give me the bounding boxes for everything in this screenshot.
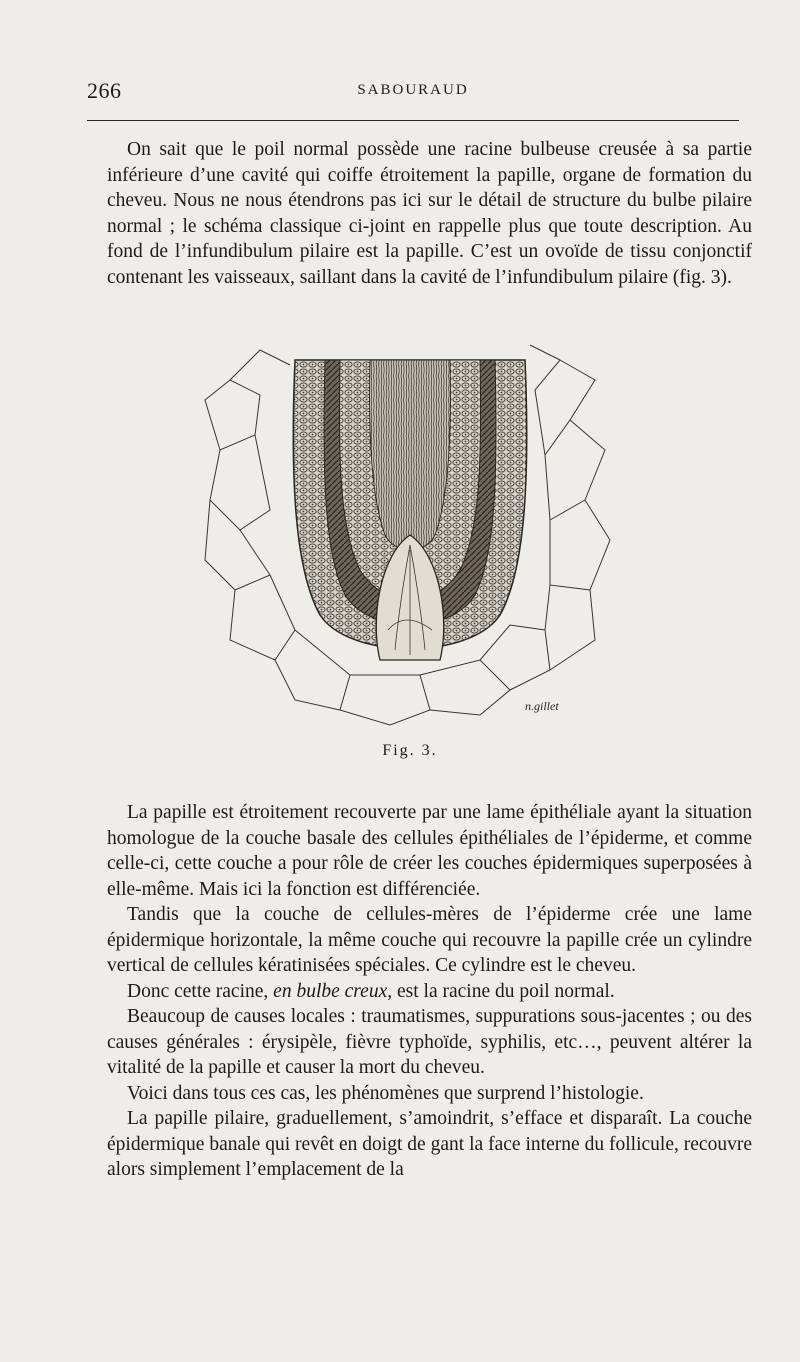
text-run: Donc cette racine, [127, 980, 274, 1002]
paragraph [107, 979, 752, 1005]
body-text-top [107, 137, 752, 290]
emphasis-text: en bulbe creux, [273, 980, 393, 1002]
paragraph: Voici dans tous ces cas, les phénomènes que surprend l’histologie. [127, 1082, 644, 1104]
running-head: SABOURAUD [357, 82, 469, 98]
paragraph: On sait que le poil normal possède une racine bulbeuse creusée à sa partie inférieure d’une cavité qui coiffe étroitement la papille, organe de formation du cheveu. Nous ne nous étendrons pas ici sur le détail de structure du bulbe pilaire normal ; le schéma classique ci-joint en rappelle plus que toute description. Au fond de l’infundibulum pilaire est la papille. C’est un ovoïde de tissu conjonctif contenant les vaisseaux, saillant dans la cavité de l’infundibulum pilaire (fig. 3). [107, 139, 752, 288]
body-text-bottom [107, 800, 752, 1183]
paragraph: La papille pilaire, graduellement, s’amoindrit, s’efface et disparaît. La couche épidermique banale qui revêt en doigt de gant la face interne du follicule, recouvre alors simplement l’emplacement de la [107, 1108, 752, 1180]
paragraph: Beaucoup de causes locales : traumatismes, suppurations sous-jacentes ; ou des causes générales : érysipèle, fièvre typhoïde, syphilis, etc…, peuvent altérer la vitalité de la papille et causer la mort du cheveu. [107, 1006, 752, 1078]
engraver-signature: n.gillet [525, 699, 559, 713]
page-number: 266 [87, 78, 122, 103]
hair-bulb-illustration [200, 340, 620, 730]
paragraph: Tandis que la couche de cellules-mères de l’épiderme crée une lame épidermique horizontale, la même couche qui recouvre la papille crée un cylindre vertical de cellules kératinisées spéciales. Ce cylindre est le cheveu. [107, 904, 752, 976]
header-rule [87, 120, 739, 121]
hair-bulb-engraving [200, 340, 620, 730]
figure-caption: Fig. 3. [382, 742, 438, 759]
paragraph: La papille est étroitement recouverte par une lame épithéliale ayant la situation homologue de la couche basale des cellules épithéliales de l’épiderme, et comme celle-ci, cette couche a pour rôle de créer les couches épidermiques superposées à elle-même. Mais ici la fonction est différenciée. [107, 802, 752, 900]
text-run: est la racine du poil normal. [392, 980, 615, 1002]
page-header [87, 78, 739, 108]
